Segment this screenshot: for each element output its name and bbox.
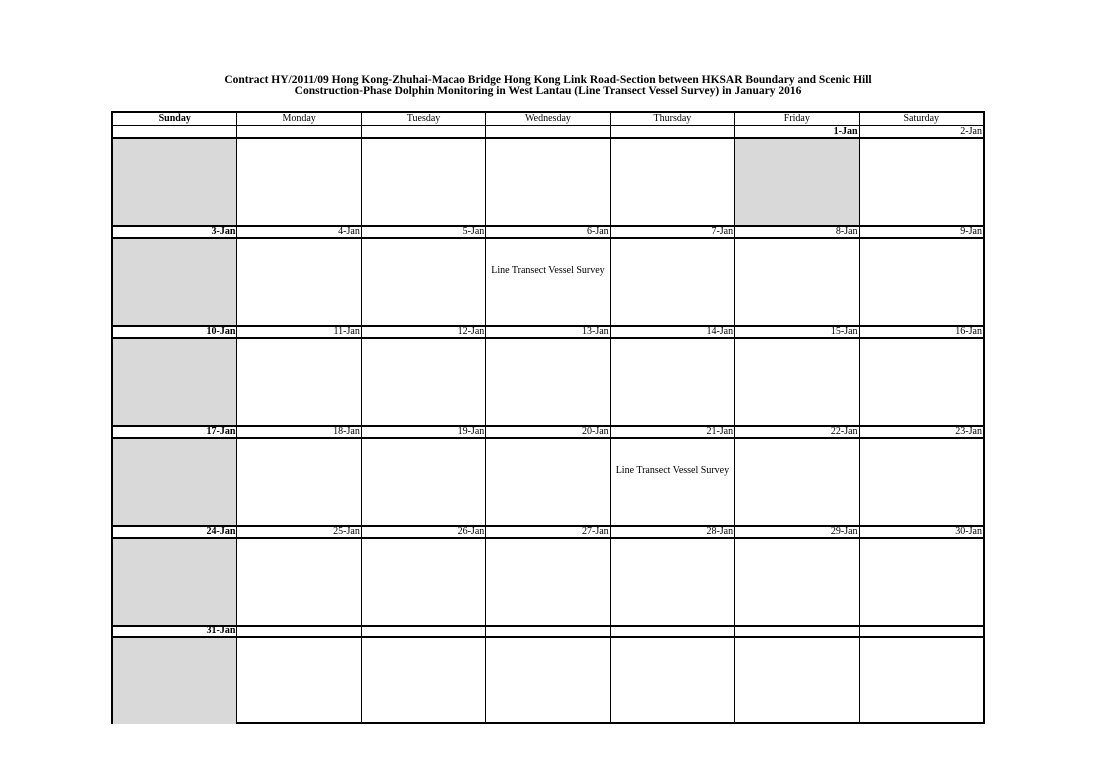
weekday-header-monday: Monday [237, 113, 361, 125]
document-title [0, 75, 1096, 97]
weekday-header-saturday: Saturday [903, 113, 940, 124]
day-cell [113, 239, 237, 325]
date-label: 1-Jan [735, 126, 859, 137]
day-cell [237, 439, 361, 525]
weekday-header-sunday: Sunday [113, 113, 237, 125]
day-cell [362, 339, 486, 425]
calendar-week [113, 126, 983, 227]
day-cell [860, 239, 983, 325]
date-row [113, 326, 983, 339]
calendar-week [113, 625, 983, 724]
day-cell [113, 139, 237, 225]
date-label: 25-Jan [237, 526, 361, 537]
date-label [362, 625, 486, 636]
day-cell [362, 239, 486, 325]
date-row [113, 426, 983, 439]
date-label: 14-Jan [611, 326, 735, 337]
date-label: 3-Jan [113, 226, 237, 237]
day-cell [735, 139, 859, 225]
event-label: Line Transect Vessel Survey [615, 465, 730, 476]
day-cell [237, 638, 361, 724]
date-label [860, 625, 983, 636]
date-label: 19-Jan [362, 426, 486, 437]
weekday-header-friday: Friday [735, 113, 859, 125]
day-cell [486, 638, 610, 724]
day-cell [860, 539, 983, 625]
title-line-2: Construction-Phase Dolphin Monitoring in West Lantau (Line Transect Vessel Survey) in January 2016 [294, 85, 802, 97]
day-cell [611, 339, 735, 425]
day-cell [237, 239, 361, 325]
date-label: 23-Jan [955, 426, 982, 437]
day-cell [735, 439, 859, 525]
day-cell [113, 439, 237, 525]
date-label: 21-Jan [611, 426, 735, 437]
date-label: 28-Jan [611, 526, 735, 537]
date-label: 17-Jan [113, 426, 237, 437]
day-cell [362, 638, 486, 724]
day-body-row [113, 539, 983, 627]
weekday-header-thursday: Thursday [611, 113, 735, 125]
day-body-row [113, 439, 983, 527]
day-cell [611, 539, 735, 625]
calendar-week [113, 226, 983, 327]
day-cell [860, 439, 983, 525]
date-label: 18-Jan [237, 426, 361, 437]
calendar-week [113, 526, 983, 627]
date-label [611, 126, 735, 137]
day-body-row [113, 239, 983, 327]
date-label: 22-Jan [735, 426, 859, 437]
day-cell [611, 239, 735, 325]
date-label [237, 126, 361, 137]
day-cell [113, 638, 237, 724]
day-cell [113, 539, 237, 625]
event-label: Line Transect Vessel Survey [491, 265, 605, 276]
date-label: 6-Jan [486, 226, 610, 237]
day-cell [113, 339, 237, 425]
date-label: 12-Jan [362, 326, 486, 337]
day-cell [237, 539, 361, 625]
day-body-row [113, 638, 983, 724]
date-label: 15-Jan [735, 326, 859, 337]
date-label [611, 625, 735, 636]
date-label: 29-Jan [735, 526, 859, 537]
date-label [113, 126, 237, 137]
day-body-row [113, 139, 983, 227]
date-label [735, 625, 859, 636]
date-label [237, 625, 361, 636]
day-cell [611, 439, 735, 525]
day-cell [735, 539, 859, 625]
date-label: 7-Jan [611, 226, 735, 237]
date-label: 31-Jan [113, 625, 237, 636]
date-label: 8-Jan [735, 226, 859, 237]
date-label: 4-Jan [237, 226, 361, 237]
day-cell [611, 139, 735, 225]
date-label: 27-Jan [486, 526, 610, 537]
title-line-1: Contract HY/2011/09 Hong Kong-Zhuhai-Macao Bridge Hong Kong Link Road-Section between HKSAR Boundary and Scenic Hill [224, 74, 872, 86]
calendar-grid [111, 111, 985, 724]
day-cell [362, 139, 486, 225]
day-cell [735, 638, 859, 724]
weekday-header-tuesday: Tuesday [362, 113, 486, 125]
date-label: 13-Jan [486, 326, 610, 337]
day-cell [362, 539, 486, 625]
date-label: 20-Jan [486, 426, 610, 437]
date-label: 5-Jan [362, 226, 486, 237]
date-label [486, 625, 610, 636]
day-cell [611, 638, 735, 724]
date-label: 9-Jan [960, 226, 982, 237]
date-label [486, 126, 610, 137]
day-cell [860, 339, 983, 425]
date-label: 11-Jan [237, 326, 361, 337]
calendar-week [113, 426, 983, 527]
date-label: 2-Jan [960, 126, 982, 137]
date-row [113, 226, 983, 239]
day-cell [486, 539, 610, 625]
day-cell [860, 638, 983, 724]
date-label: 26-Jan [362, 526, 486, 537]
day-cell [362, 439, 486, 525]
date-label: 16-Jan [955, 326, 982, 337]
weekday-header-wednesday: Wednesday [486, 113, 610, 125]
date-label: 24-Jan [113, 526, 237, 537]
date-row [113, 126, 983, 139]
day-cell [735, 239, 859, 325]
calendar-week [113, 326, 983, 427]
day-body-row [113, 339, 983, 427]
day-cell [735, 339, 859, 425]
day-cell [486, 439, 610, 525]
day-cell [237, 139, 361, 225]
date-label [362, 126, 486, 137]
day-cell [486, 339, 610, 425]
date-label: 30-Jan [955, 526, 982, 537]
day-cell [486, 239, 610, 325]
weekday-header-row [113, 113, 983, 126]
day-cell [860, 139, 983, 225]
date-label: 10-Jan [113, 326, 237, 337]
day-cell [486, 139, 610, 225]
date-row [113, 625, 983, 638]
date-row [113, 526, 983, 539]
day-cell [237, 339, 361, 425]
